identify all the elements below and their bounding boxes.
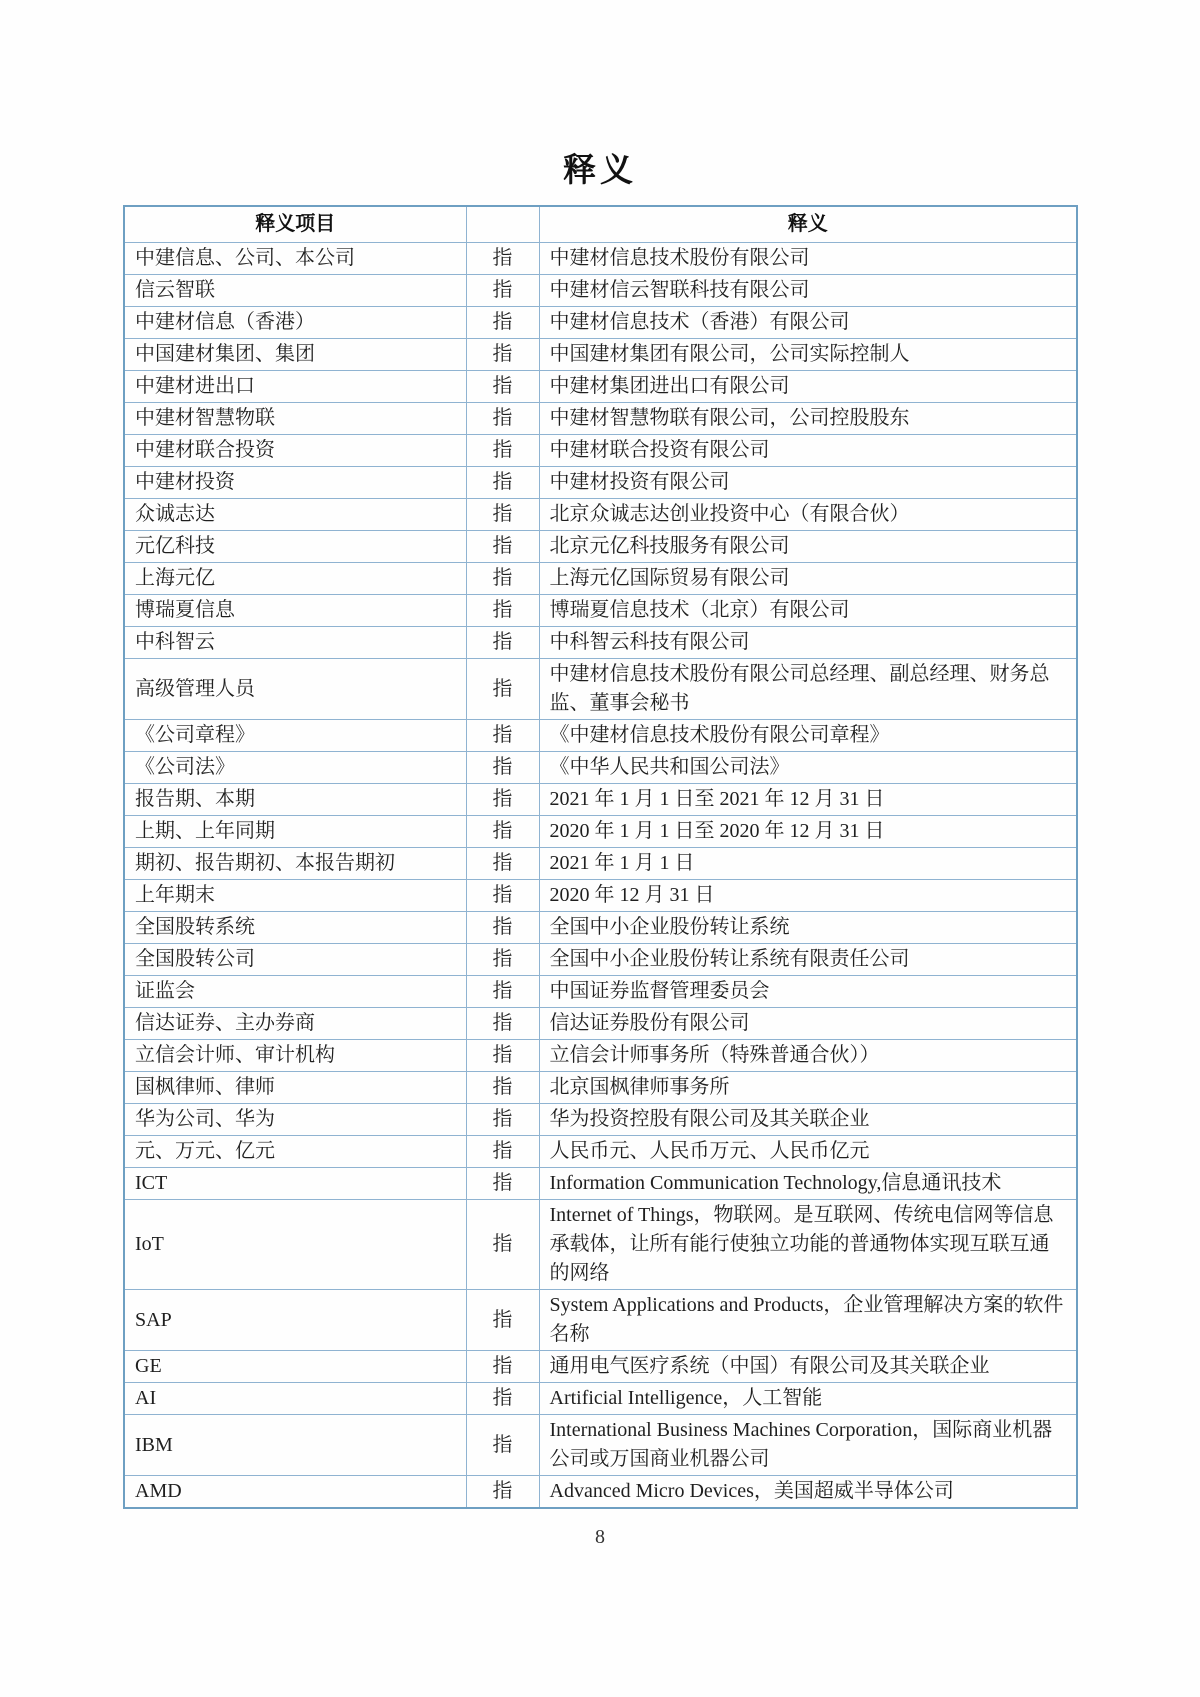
ref-cell: 指 xyxy=(466,752,539,784)
table-row xyxy=(124,976,1077,1008)
table-row xyxy=(124,595,1077,627)
term-cell: 中建材投资 xyxy=(124,467,466,499)
term-cell: 中建材联合投资 xyxy=(124,435,466,467)
table-row xyxy=(124,467,1077,499)
definition-cell: 上海元亿国际贸易有限公司 xyxy=(539,563,1077,595)
definition-cell: 立信会计师事务所（特殊普通合伙）） xyxy=(539,1040,1077,1072)
ref-cell: 指 xyxy=(466,1290,539,1351)
table-row xyxy=(124,784,1077,816)
term-cell: 中国建材集团、集团 xyxy=(124,339,466,371)
table-row xyxy=(124,243,1077,275)
table-row xyxy=(124,1104,1077,1136)
term-cell: 期初、报告期初、本报告期初 xyxy=(124,848,466,880)
ref-cell: 指 xyxy=(466,243,539,275)
term-cell: 中建材进出口 xyxy=(124,371,466,403)
ref-cell: 指 xyxy=(466,1415,539,1476)
table-row xyxy=(124,1200,1077,1290)
definition-cell: 信达证券股份有限公司 xyxy=(539,1008,1077,1040)
definition-cell: 2020 年 1 月 1 日至 2020 年 12 月 31 日 xyxy=(539,816,1077,848)
table-row xyxy=(124,880,1077,912)
definition-cell: 中建材信息技术（香港）有限公司 xyxy=(539,307,1077,339)
definition-cell: Information Communication Technology,信息通讯技术 xyxy=(539,1168,1077,1200)
ref-cell: 指 xyxy=(466,976,539,1008)
definition-cell: 中建材智慧物联有限公司，公司控股股东 xyxy=(539,403,1077,435)
definition-cell: 全国中小企业股份转让系统有限责任公司 xyxy=(539,944,1077,976)
page-title: 释义 xyxy=(563,151,637,188)
ref-cell: 指 xyxy=(466,627,539,659)
term-cell: GE xyxy=(124,1351,466,1383)
ref-cell: 指 xyxy=(466,659,539,720)
term-cell: ICT xyxy=(124,1168,466,1200)
definition-cell: 北京众诚志达创业投资中心（有限合伙） xyxy=(539,499,1077,531)
term-cell: 中建材智慧物联 xyxy=(124,403,466,435)
definition-cell: 华为投资控股有限公司及其关联企业 xyxy=(539,1104,1077,1136)
ref-cell: 指 xyxy=(466,563,539,595)
table-row xyxy=(124,816,1077,848)
ref-cell: 指 xyxy=(466,880,539,912)
ref-cell: 指 xyxy=(466,371,539,403)
ref-cell: 指 xyxy=(466,784,539,816)
term-cell: 上海元亿 xyxy=(124,563,466,595)
definition-cell: 中建材信云智联科技有限公司 xyxy=(539,275,1077,307)
ref-cell: 指 xyxy=(466,1072,539,1104)
definition-cell: Artificial Intelligence，人工智能 xyxy=(539,1383,1077,1415)
term-cell: 上期、上年同期 xyxy=(124,816,466,848)
definitions-table-body xyxy=(124,243,1077,1509)
table-row xyxy=(124,371,1077,403)
definition-cell: 中建材信息技术股份有限公司 xyxy=(539,243,1077,275)
term-cell: 证监会 xyxy=(124,976,466,1008)
definition-cell: 2021 年 1 月 1 日至 2021 年 12 月 31 日 xyxy=(539,784,1077,816)
ref-cell: 指 xyxy=(466,275,539,307)
header-definition-column: 释义 xyxy=(539,206,1077,243)
table-row xyxy=(124,1476,1077,1509)
ref-cell: 指 xyxy=(466,1040,539,1072)
term-cell: 博瑞夏信息 xyxy=(124,595,466,627)
ref-cell: 指 xyxy=(466,912,539,944)
term-cell: 信达证券、主办券商 xyxy=(124,1008,466,1040)
definition-cell: Internet of Things，物联网。是互联网、传统电信网等信息承载体，让所有能行使独立功能的普通物体实现互联互通的网络 xyxy=(539,1200,1077,1290)
table-row xyxy=(124,275,1077,307)
definition-cell: 中建材联合投资有限公司 xyxy=(539,435,1077,467)
definition-cell: International Business Machines Corporation，国际商业机器公司或万国商业机器公司 xyxy=(539,1415,1077,1476)
definition-cell: 中建材投资有限公司 xyxy=(539,467,1077,499)
table-row xyxy=(124,1168,1077,1200)
definition-cell: 中国证券监督管理委员会 xyxy=(539,976,1077,1008)
term-cell: IBM xyxy=(124,1415,466,1476)
definitions-table xyxy=(123,205,1078,1509)
ref-cell: 指 xyxy=(466,531,539,563)
ref-cell: 指 xyxy=(466,1136,539,1168)
table-row xyxy=(124,944,1077,976)
ref-cell: 指 xyxy=(466,1104,539,1136)
definition-cell: System Applications and Products，企业管理解决方案的软件名称 xyxy=(539,1290,1077,1351)
ref-cell: 指 xyxy=(466,1168,539,1200)
definition-cell: 中国建材集团有限公司，公司实际控制人 xyxy=(539,339,1077,371)
definition-cell: 中科智云科技有限公司 xyxy=(539,627,1077,659)
ref-cell: 指 xyxy=(466,944,539,976)
definition-cell: 《中建材信息技术股份有限公司章程》 xyxy=(539,720,1077,752)
page-number: 8 xyxy=(595,1526,605,1548)
table-row xyxy=(124,627,1077,659)
term-cell: AI xyxy=(124,1383,466,1415)
table-row xyxy=(124,659,1077,720)
term-cell: 《公司法》 xyxy=(124,752,466,784)
ref-cell: 指 xyxy=(466,467,539,499)
definition-cell: Advanced Micro Devices，美国超威半导体公司 xyxy=(539,1476,1077,1509)
ref-cell: 指 xyxy=(466,435,539,467)
table-row xyxy=(124,720,1077,752)
term-cell: 报告期、本期 xyxy=(124,784,466,816)
ref-cell: 指 xyxy=(466,816,539,848)
table-header-row xyxy=(124,206,1077,243)
term-cell: 华为公司、华为 xyxy=(124,1104,466,1136)
ref-cell: 指 xyxy=(466,848,539,880)
table-row xyxy=(124,848,1077,880)
ref-cell: 指 xyxy=(466,1200,539,1290)
definition-cell: 2021 年 1 月 1 日 xyxy=(539,848,1077,880)
definition-cell: 通用电气医疗系统（中国）有限公司及其关联企业 xyxy=(539,1351,1077,1383)
table-row xyxy=(124,1008,1077,1040)
ref-cell: 指 xyxy=(466,307,539,339)
table-row xyxy=(124,1136,1077,1168)
table-row xyxy=(124,912,1077,944)
term-cell: 高级管理人员 xyxy=(124,659,466,720)
term-cell: 立信会计师、审计机构 xyxy=(124,1040,466,1072)
table-row xyxy=(124,563,1077,595)
table-row xyxy=(124,752,1077,784)
definition-cell: 北京国枫律师事务所 xyxy=(539,1072,1077,1104)
table-row xyxy=(124,403,1077,435)
term-cell: 《公司章程》 xyxy=(124,720,466,752)
table-row xyxy=(124,1383,1077,1415)
term-cell: 国枫律师、律师 xyxy=(124,1072,466,1104)
ref-cell: 指 xyxy=(466,403,539,435)
term-cell: 中科智云 xyxy=(124,627,466,659)
definition-cell: 中建材集团进出口有限公司 xyxy=(539,371,1077,403)
ref-cell: 指 xyxy=(466,339,539,371)
table-row xyxy=(124,1072,1077,1104)
term-cell: 元、万元、亿元 xyxy=(124,1136,466,1168)
ref-cell: 指 xyxy=(466,499,539,531)
definition-cell: 2020 年 12 月 31 日 xyxy=(539,880,1077,912)
term-cell: 元亿科技 xyxy=(124,531,466,563)
table-row xyxy=(124,1415,1077,1476)
term-cell: 中建材信息（香港） xyxy=(124,307,466,339)
ref-cell: 指 xyxy=(466,1008,539,1040)
ref-cell: 指 xyxy=(466,595,539,627)
ref-cell: 指 xyxy=(466,1351,539,1383)
definition-cell: 《中华人民共和国公司法》 xyxy=(539,752,1077,784)
term-cell: AMD xyxy=(124,1476,466,1509)
definition-cell: 全国中小企业股份转让系统 xyxy=(539,912,1077,944)
table-row xyxy=(124,435,1077,467)
table-row xyxy=(124,531,1077,563)
term-cell: 信云智联 xyxy=(124,275,466,307)
table-row xyxy=(124,499,1077,531)
definition-cell: 北京元亿科技服务有限公司 xyxy=(539,531,1077,563)
definition-cell: 博瑞夏信息技术（北京）有限公司 xyxy=(539,595,1077,627)
table-row xyxy=(124,1040,1077,1072)
ref-cell: 指 xyxy=(466,1383,539,1415)
header-ref-column xyxy=(466,206,539,243)
term-cell: IoT xyxy=(124,1200,466,1290)
ref-cell: 指 xyxy=(466,1476,539,1509)
term-cell: 全国股转系统 xyxy=(124,912,466,944)
ref-cell: 指 xyxy=(466,720,539,752)
term-cell: 中建信息、公司、本公司 xyxy=(124,243,466,275)
definition-cell: 人民币元、人民币万元、人民币亿元 xyxy=(539,1136,1077,1168)
table-row xyxy=(124,339,1077,371)
term-cell: 上年期末 xyxy=(124,880,466,912)
term-cell: 众诚志达 xyxy=(124,499,466,531)
table-row xyxy=(124,1351,1077,1383)
definition-cell: 中建材信息技术股份有限公司总经理、副总经理、财务总监、董事会秘书 xyxy=(539,659,1077,720)
term-cell: SAP xyxy=(124,1290,466,1351)
header-term-column: 释义项目 xyxy=(124,206,466,243)
table-row xyxy=(124,1290,1077,1351)
term-cell: 全国股转公司 xyxy=(124,944,466,976)
table-row xyxy=(124,307,1077,339)
